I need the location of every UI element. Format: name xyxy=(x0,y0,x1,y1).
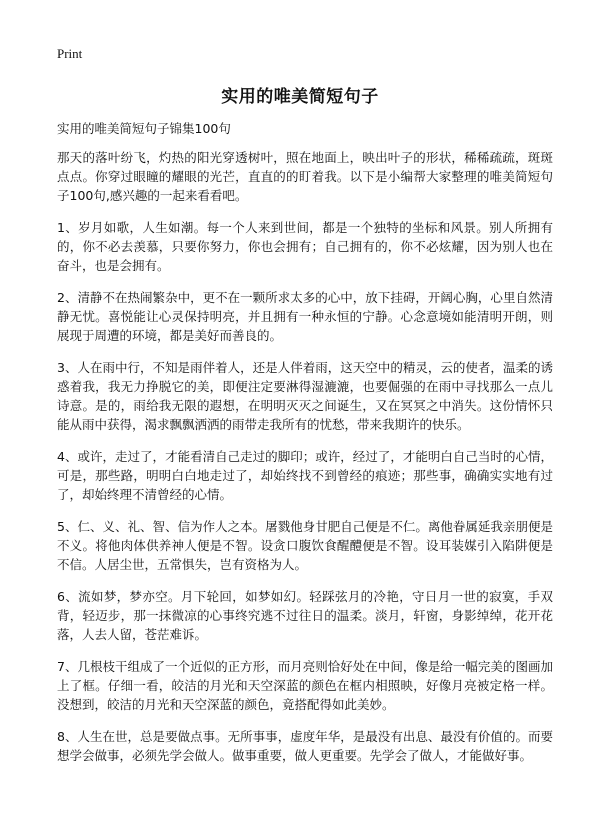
sentence-1: 1、岁月如歌，人生如潮。每一个人来到世间，都是一个独特的坐标和风景。别人所拥有的，你不必去羡慕，只要你努力，你也会拥有；自己拥有的，你不必炫耀，因为别人也在奋斗，也是会拥有。 xyxy=(57,220,553,273)
sentence-3: 3、人在雨中行，不知是雨伴着人，还是人伴着雨，这天空中的精灵，云的使者，温柔的诱惑着我，我无力挣脱它的美，即便注定要淋得湿漉漉，也要倔强的在雨中寻找那么一点儿诗意。是的，雨给我无限的遐想，在明明灭灭之间诞生，又在冥冥之中消失。这份情怀只能从雨中获得，渴求飘飘洒洒的雨带走我所有的忧愁，带来我期许的快乐。 xyxy=(57,360,553,432)
sentence-5: 5、仁、义、礼、智、信为作人之本。屠戮他身甘肥自己便是不仁。离他眷属延我亲朋便是不义。将他肉体供养神人便是不智。设贪口腹饮食醒醴便是不智。设耳装媒引入陷阱便是不信。人居尘世，五常惧失，岂有资格为人。 xyxy=(57,519,553,572)
sentence-2: 2、清静不在热闹繁杂中，更不在一颗所求太多的心中，放下挂碍，开阔心胸，心里自然清静无忧。喜悦能让心灵保持明亮，并且拥有一种永恒的宁静。心念意境如能清明开朗，则展现于周遭的环境，都是美好而善良的。 xyxy=(57,290,553,343)
sentence-8: 8、人生在世，总是要做点事。无所事事，虚度年华，是最没有出息、最没有价值的。而要想学会做事，必须先学会做人。做事重要，做人更重要。先学会了做人，才能做好事。 xyxy=(57,729,553,763)
document-subtitle: 实用的唯美简短句子锦集100句 xyxy=(57,121,231,136)
sentence-4: 4、或许，走过了，才能看清自己走过的脚印；或许，经过了，才能明白自己当时的心情，可是，那些路，明明白白地走过了，却始终找不到曾经的痕迹；那些事，确确实实地有过了，却始终理不清曾经的心情。 xyxy=(57,449,553,502)
page-title: 实用的唯美简短句子 xyxy=(221,87,379,107)
sentence-6: 6、流如梦，梦亦空。月下轮回，如梦如幻。轻踩弦月的冷艳，守日月一世的寂寞，手双背，轻迈步，那一抹微凉的心事终究逃不过往日的温柔。淡月，轩窗，身影绰绰，花开花落，人去人留，苍茫难诉。 xyxy=(57,589,553,642)
print-link[interactable]: Print xyxy=(57,46,83,61)
sentence-7: 7、几根枝干组成了一个近似的正方形，而月亮则恰好处在中间，像是给一幅完美的图画加上了框。仔细一看，皎洁的月光和天空深蓝的颜色在框内相照映，好像月亮被定格一样。没想到，皎洁的月光和天空深蓝的颜色，竟搭配得如此美妙。 xyxy=(57,659,553,712)
article-body xyxy=(57,148,553,778)
intro-paragraph: 那天的落叶纷飞，灼热的阳光穿透树叶，照在地面上，映出叶子的形状，稀稀疏疏，斑斑点点。你穿过眼瞳的耀眼的光芒，直直的的盯着我。以下是小编帮大家整理的唯美简短句子100句,感兴趣的一起来看看吧。 xyxy=(57,150,553,203)
